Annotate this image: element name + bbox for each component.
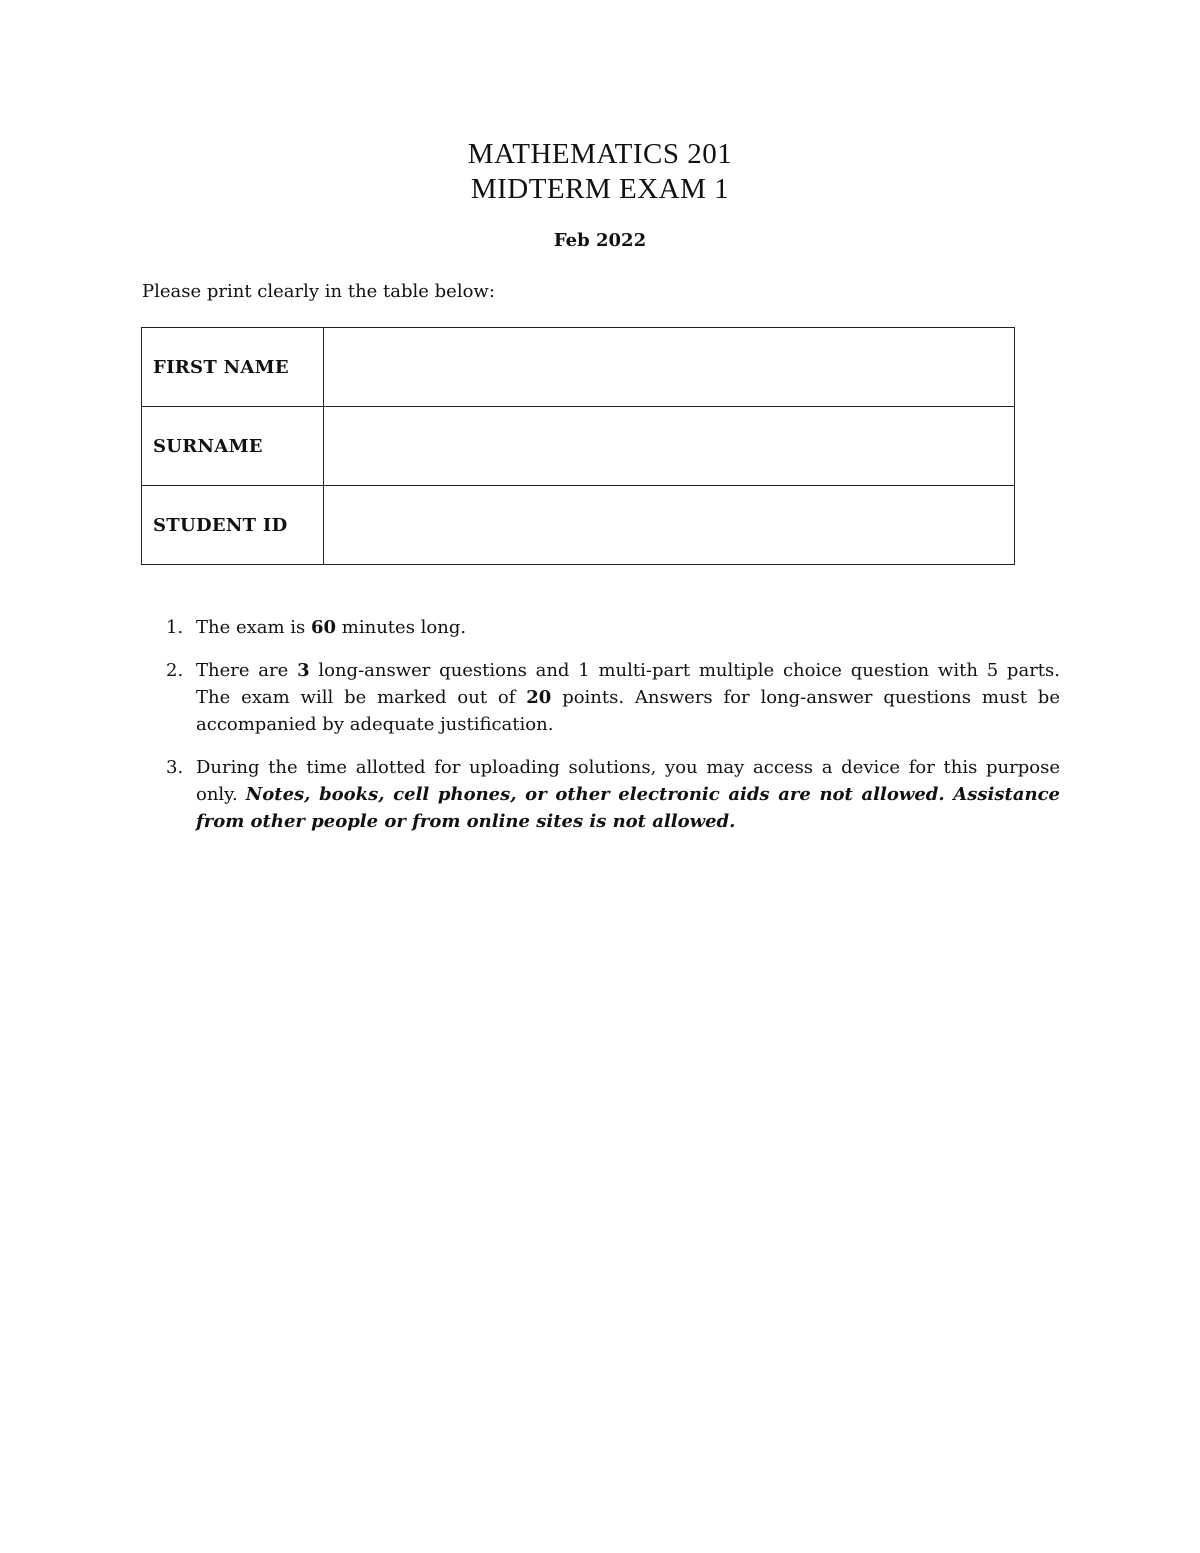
first-name-field[interactable] [324,328,1015,407]
instruction-text: long-answer questions and 1 multi-part multiple choice question with 5 parts. [309,660,1060,681]
instruction-number: 3. [166,757,184,778]
table-instruction: Please print clearly in the table below: [142,281,495,302]
instruction-text: 60 [311,617,337,638]
student-id-row [142,486,1015,565]
student-id-label: STUDENT ID [142,486,324,565]
instruction-item [142,754,1060,835]
instruction-text: There are [196,660,298,681]
first-name-label: FIRST NAME [142,328,324,407]
instruction-text: 20 [526,687,552,708]
surname-field[interactable] [324,407,1015,486]
surname-row [142,407,1015,486]
instruction-item [142,614,1060,641]
student-info-table [141,327,1015,565]
instruction-text: Notes, books, cell phones, or other electronic aids are not allowed. Assistance from other people or from online sites is not allowed. [196,784,1060,832]
first-name-row [142,328,1015,407]
course-title: MATHEMATICS 201 [467,138,733,170]
instructions-list [142,614,1060,851]
instruction-text: During the time allotted for uploading solutions, you may access a device for this purpose only. [196,757,1060,805]
student-id-field[interactable] [324,486,1015,565]
instruction-item [142,657,1060,738]
exam-date: Feb 2022 [553,230,647,251]
exam-title: MIDTERM EXAM 1 [470,173,730,205]
instruction-text: The exam is [196,617,312,638]
instruction-number: 1. [166,617,184,638]
instruction-text: points. Answers for long-answer questions must be accompanied by adequate justification. [196,687,1060,735]
instruction-text: minutes long. [336,617,467,638]
surname-label: SURNAME [142,407,324,486]
instruction-number: 2. [166,660,184,681]
instruction-text: 3 [297,660,310,681]
instruction-text: The exam will be marked out of [196,687,527,708]
